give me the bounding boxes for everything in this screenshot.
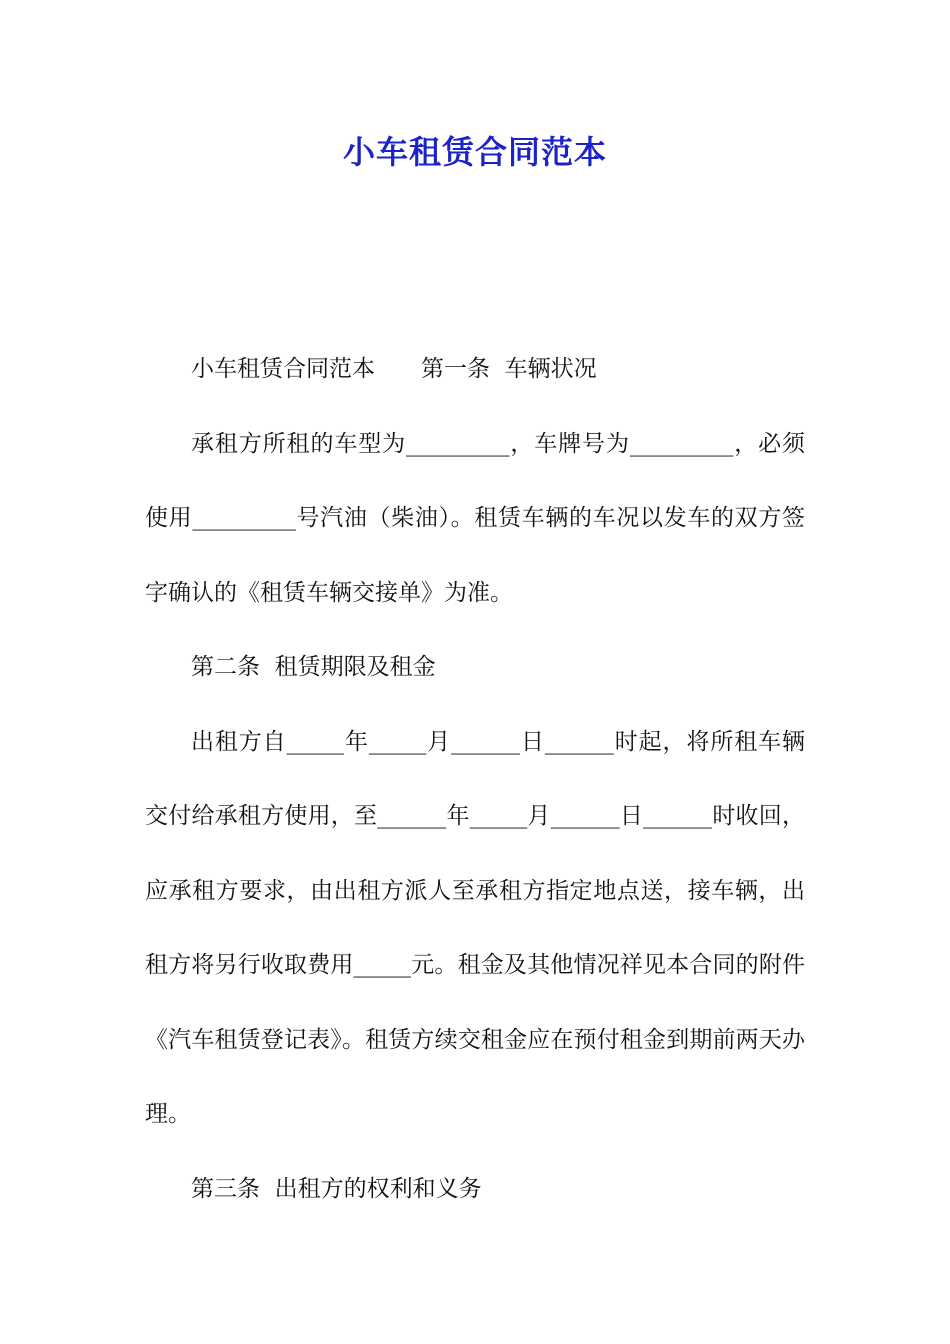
article3-heading: 第三条 出租方的权利和义务 xyxy=(191,1175,482,1202)
article1-body: 承租方所租的车型为_________，车牌号为_________，必须使用_________号汽油（柴油）。租赁车辆的车况以发车的双方签字确认的《租赁车辆交接单》为准。 xyxy=(145,430,805,606)
article2-body: 出租方自_____年_____月______日______时起，将所租车辆交付给承租方使用，至______年_____月______日______时收回，应承租方要求，由出租方派人至承租方指定地点送，接车辆，出租方将另行收取费用_____元。租金及其他情况祥见本合同的附件《汽车租赁登记表》。租赁方续交租金应在预付租金到期前两天办理。 xyxy=(145,728,805,1127)
article2-heading: 第二条 租赁期限及租金 xyxy=(191,654,436,680)
intro-doc-name: 小车租赁合同范本 xyxy=(191,356,375,382)
intro-line xyxy=(145,332,805,407)
document-body xyxy=(145,332,805,1226)
document-title: 小车租赁合同范本 xyxy=(342,133,607,171)
article1-heading: 第一条 车辆状况 xyxy=(421,356,597,382)
